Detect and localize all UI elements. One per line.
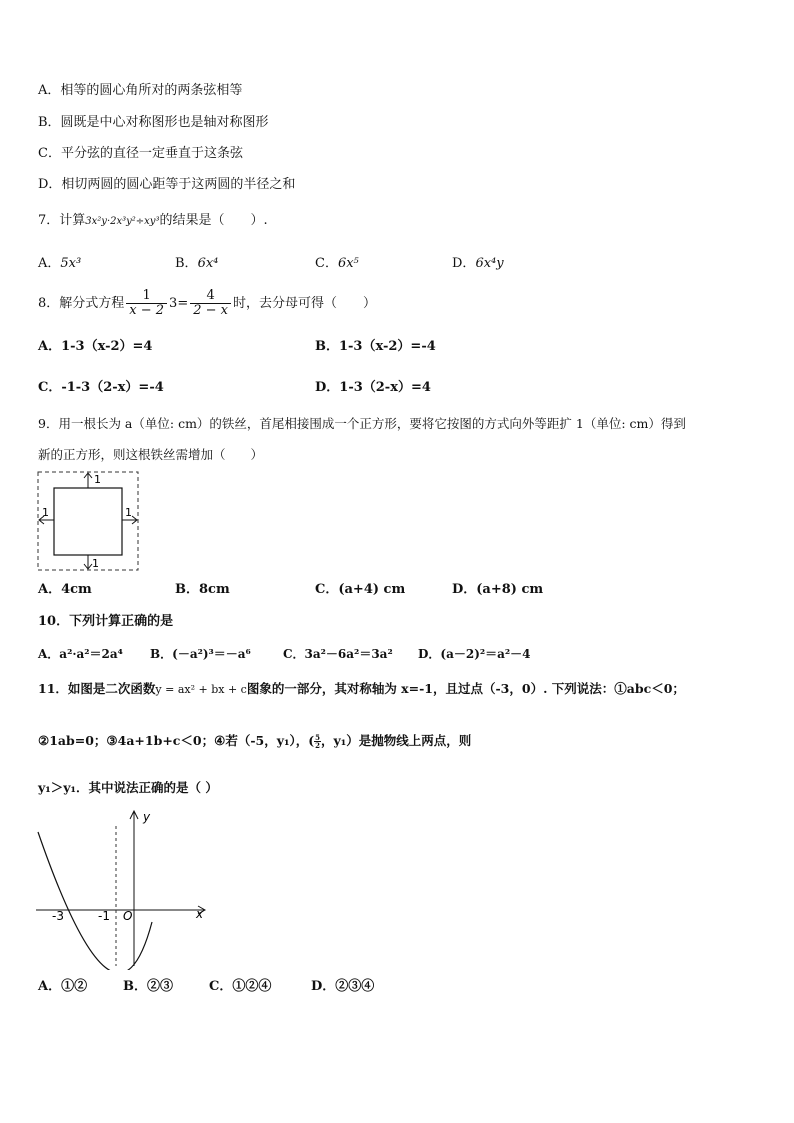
- q11-tick-minus3: -3: [52, 909, 64, 923]
- option-c-prev: C．平分弦的直径一定垂直于这条弦: [38, 146, 243, 161]
- q7-suffix: 的结果是（ ）.: [159, 213, 268, 228]
- option-d-prev: D．相切两圆的圆心距等于这两圆的半径之和: [38, 177, 296, 192]
- q10-option-b: B．(－a²)³＝－a⁶: [150, 647, 251, 661]
- q11-stem-line3: y₁＞y₁．其中说法正确的是（ ）: [38, 780, 218, 795]
- q8-option-c: C．-1-3（2-x）=-4: [38, 380, 164, 395]
- q8-option-d: D．1-3（2-x）=4: [315, 380, 431, 395]
- q9-square-figure: [36, 470, 142, 574]
- q7-option-b: B．6x⁴: [175, 256, 219, 271]
- q9-stem-line2: 新的正方形，则这根铁丝需增加（ ）: [38, 447, 264, 462]
- q11-x-label: x: [196, 907, 204, 921]
- q9-label-right: 1: [125, 506, 132, 519]
- q8-prefix: 8．解分式方程: [38, 296, 125, 311]
- q8-mid: 3=: [169, 296, 189, 311]
- q7-option-c: C．6x⁵: [315, 256, 359, 271]
- q8-stem: [38, 286, 376, 322]
- q11-parabola-graph: [34, 806, 214, 970]
- q7-option-d: D．6x⁴y: [452, 256, 504, 271]
- q9-option-a: A．4cm: [38, 582, 92, 597]
- q9-stem-line1: 9．用一根长为 a（单位: cm）的铁丝，首尾相接围成一个正方形，要将它按图的方式向外等距扩 1（单位: cm）得到: [38, 416, 686, 431]
- q10-option-a: A．a²·a²＝2a⁴: [38, 647, 123, 661]
- q7-option-a: A．5x³: [38, 256, 82, 271]
- q11-y-label: y: [143, 810, 151, 824]
- q8-suffix: 时，去分母可得（ ）: [232, 296, 376, 311]
- q11-stem-line1: 11．如图是二次函数y = ax² + bx + c图象的一部分，其对称轴为 x=-1，且过点（-3，0）. 下列说法：①abc＜0；: [38, 681, 685, 696]
- q9-option-b: B．8cm: [175, 582, 230, 597]
- q9-label-bottom: 1: [92, 557, 99, 570]
- q8-fraction-1: $\frac{1}{x - 2}$: [126, 289, 167, 318]
- q11-option-a: A．①②: [38, 979, 88, 994]
- q11-tick-minus1: -1: [98, 909, 110, 923]
- q11-option-c: C．①②④: [209, 979, 272, 994]
- q7-prefix: 7．计算: [38, 213, 86, 228]
- q11-option-b: B．②③: [123, 979, 173, 994]
- option-a-prev: A．相等的圆心角所对的两条弦相等: [38, 83, 243, 98]
- q11-origin-label: O: [123, 909, 133, 923]
- q8-fraction-2: $\frac{4}{2 - x}$: [190, 289, 231, 318]
- q7-expr: 3x²y·2x³y²÷xy³: [85, 216, 160, 227]
- q11-stem-line2: ②1ab=0；③4a+1b+c＜0；④若（-5，y₁），( $\frac{5}{2}$ ，y₁）是抛物线上两点，则: [38, 733, 472, 750]
- q10-stem: 10．下列计算正确的是: [38, 614, 174, 629]
- q11-option-d: D．②③④: [311, 979, 375, 994]
- q9-option-d: D．(a+8) cm: [452, 582, 544, 597]
- option-b-prev: B．圆既是中心对称图形也是轴对称图形: [38, 115, 269, 130]
- q10-option-c: C．3a²－6a²＝3a²: [283, 647, 393, 661]
- q11-fraction: $\frac{5}{2}$: [315, 733, 320, 750]
- q8-option-a: A．1-3（x-2）=4: [38, 339, 153, 354]
- q9-label-top: 1: [94, 473, 101, 486]
- q9-option-c: C．(a+4) cm: [315, 582, 406, 597]
- q9-label-left: 1: [42, 506, 49, 519]
- q8-option-b: B．1-3（x-2）=-4: [315, 339, 436, 354]
- q7-stem: [38, 212, 268, 231]
- q10-option-d: D．(a－2)²＝a²－4: [418, 647, 531, 661]
